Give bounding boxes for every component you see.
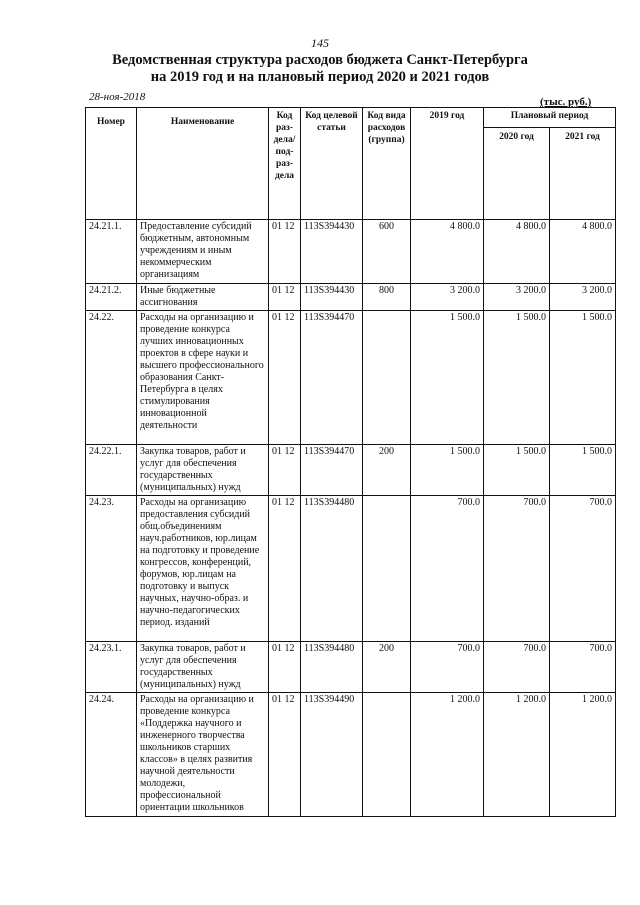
- row-section-code: 01 12: [269, 284, 301, 311]
- row-expense-type: 200: [363, 642, 411, 693]
- header-number: Номер: [86, 108, 137, 220]
- row-target-code: 113S394430: [301, 284, 363, 311]
- header-year-2021: 2021 год: [550, 128, 616, 220]
- row-name: Расходы на организацию и проведение конкурса «Поддержка научного и инженерного творчества школьников старших классов» в целях развития научной деятельности молодежи, профессиональной ориентации школьников: [137, 693, 269, 817]
- row-value-2021: 1 500.0: [550, 445, 616, 496]
- row-expense-type: 800: [363, 284, 411, 311]
- row-value-2020: 700.0: [484, 496, 550, 642]
- row-value-2021: 4 800.0: [550, 220, 616, 284]
- row-number: 24.22.: [86, 311, 137, 445]
- table-row: [86, 220, 616, 284]
- row-name: Расходы на организацию и проведение конкурса лучших инновационных проектов в сфере науки и высшего профессионального образования Санкт-Петербурга в целях стимулирования инновационной деятельности: [137, 311, 269, 445]
- title-line-1: Ведомственная структура расходов бюджета Санкт-Петербурга: [112, 52, 528, 68]
- header-target-code: Код целевой статьи: [301, 108, 363, 220]
- row-number: 24.21.1.: [86, 220, 137, 284]
- row-expense-type: [363, 496, 411, 642]
- row-number: 24.24.: [86, 693, 137, 817]
- row-value-2019: 1 500.0: [411, 445, 484, 496]
- row-number: 24.21.2.: [86, 284, 137, 311]
- row-value-2021: 1 200.0: [550, 693, 616, 817]
- row-value-2019: 4 800.0: [411, 220, 484, 284]
- row-number: 24.23.1.: [86, 642, 137, 693]
- row-value-2020: 1 500.0: [484, 311, 550, 445]
- table-row: [86, 496, 616, 642]
- title-line-2: на 2019 год и на плановый период 2020 и 2021 годов: [150, 69, 490, 85]
- table-row: [86, 445, 616, 496]
- header-plan-period: Плановый период: [484, 108, 616, 128]
- table-header: [86, 108, 616, 220]
- row-target-code: 113S394480: [301, 496, 363, 642]
- row-target-code: 113S394430: [301, 220, 363, 284]
- row-value-2020: 1 500.0: [484, 445, 550, 496]
- row-name: Иные бюджетные ассигнования: [137, 284, 269, 311]
- row-target-code: 113S394470: [301, 445, 363, 496]
- header-name: Наименование: [137, 108, 269, 220]
- row-value-2020: 1 200.0: [484, 693, 550, 817]
- row-name: Расходы на организацию предоставления субсидий общ.объединениям науч.работников, юр.лицам на подготовку и проведение конгрессов, конференций, форумов, юр.лицам на подготовку и выпуск научных, научно-образ. и научно-педагогических период. изданий: [137, 496, 269, 642]
- page-number: 145: [311, 36, 329, 50]
- table-row: [86, 693, 616, 817]
- row-name: Предоставление субсидий бюджетным, автономным учреждениям и иным некоммерческим организациям: [137, 220, 269, 284]
- row-expense-type: 200: [363, 445, 411, 496]
- row-expense-type: 600: [363, 220, 411, 284]
- header-year-2019: 2019 год: [411, 108, 484, 220]
- row-name: Закупка товаров, работ и услуг для обеспечения государственных (муниципальных) нужд: [137, 642, 269, 693]
- row-number: 24.22.1.: [86, 445, 137, 496]
- row-number: 24.23.: [86, 496, 137, 642]
- table-row: [86, 642, 616, 693]
- row-section-code: 01 12: [269, 220, 301, 284]
- table-row: [86, 311, 616, 445]
- row-value-2019: 3 200.0: [411, 284, 484, 311]
- row-expense-type: [363, 693, 411, 817]
- row-value-2020: 4 800.0: [484, 220, 550, 284]
- header-section-code: Код раз- дела/ под- раз- дела: [269, 108, 301, 220]
- report-date: 28-ноя-2018: [89, 91, 146, 103]
- row-value-2019: 1 500.0: [411, 311, 484, 445]
- table-body: [86, 220, 616, 817]
- row-value-2019: 700.0: [411, 642, 484, 693]
- row-section-code: 01 12: [269, 642, 301, 693]
- row-value-2020: 700.0: [484, 642, 550, 693]
- row-value-2019: 1 200.0: [411, 693, 484, 817]
- table-row: [86, 284, 616, 311]
- row-expense-type: [363, 311, 411, 445]
- row-section-code: 01 12: [269, 693, 301, 817]
- row-value-2021: 3 200.0: [550, 284, 616, 311]
- row-section-code: 01 12: [269, 445, 301, 496]
- row-value-2021: 700.0: [550, 496, 616, 642]
- row-name: Закупка товаров, работ и услуг для обеспечения государственных (муниципальных) нужд: [137, 445, 269, 496]
- row-target-code: 113S394470: [301, 311, 363, 445]
- row-section-code: 01 12: [269, 496, 301, 642]
- row-value-2019: 700.0: [411, 496, 484, 642]
- row-target-code: 113S394480: [301, 642, 363, 693]
- row-value-2021: 700.0: [550, 642, 616, 693]
- header-expense-type-code: Код вида расходов (группа): [363, 108, 411, 220]
- row-target-code: 113S394490: [301, 693, 363, 817]
- document-title: [0, 52, 640, 86]
- units-label: (тыс. руб.): [540, 96, 592, 108]
- row-section-code: 01 12: [269, 311, 301, 445]
- row-value-2020: 3 200.0: [484, 284, 550, 311]
- header-year-2020: 2020 год: [484, 128, 550, 220]
- row-value-2021: 1 500.0: [550, 311, 616, 445]
- expenditure-table: [85, 107, 616, 817]
